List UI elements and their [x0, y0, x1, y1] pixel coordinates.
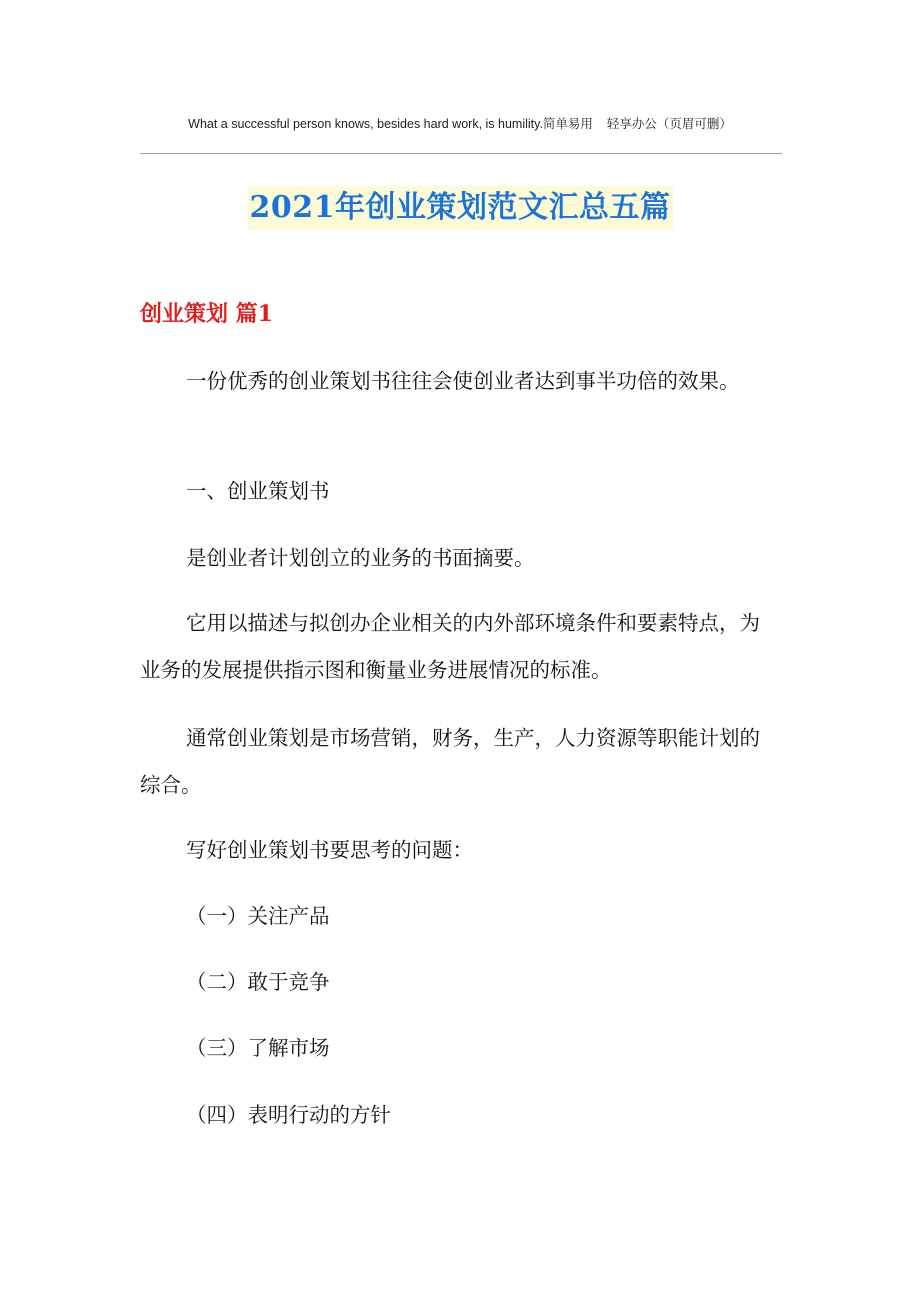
paragraph-description: 它用以描述与拟创办企业相关的内外部环境条件和要素特点，为业务的发展提供指示图和衡量业务进展情况的标准。	[140, 611, 760, 682]
paragraph-intro: 一份优秀的创业策划书往往会使创业者达到事半功倍的效果。	[186, 369, 740, 393]
list-item: （一）关注产品	[186, 904, 330, 928]
list-item: （三）了解市场	[186, 1036, 330, 1060]
list-item: （二）敢于竞争	[186, 970, 330, 994]
section-heading: 创业策划 篇1	[140, 301, 273, 327]
header-divider	[140, 153, 782, 154]
page-header-tagline: What a successful person knows, besides hard work, is humility.简单易用 轻享办公（页眉可删）	[188, 117, 732, 131]
paragraph-subheading: 一、创业策划书	[186, 479, 330, 503]
document-title-text: 2021年创业策划范文汇总五篇	[248, 186, 673, 230]
paragraph-definition: 是创业者计划创立的业务的书面摘要。	[186, 546, 535, 570]
paragraph-composition: 通常创业策划是市场营销，财务，生产，人力资源等职能计划的综合。	[140, 726, 760, 797]
document-title	[0, 186, 920, 230]
list-item: （四）表明行动的方针	[186, 1103, 391, 1127]
paragraph-questions-intro: 写好创业策划书要思考的问题：	[186, 838, 473, 862]
